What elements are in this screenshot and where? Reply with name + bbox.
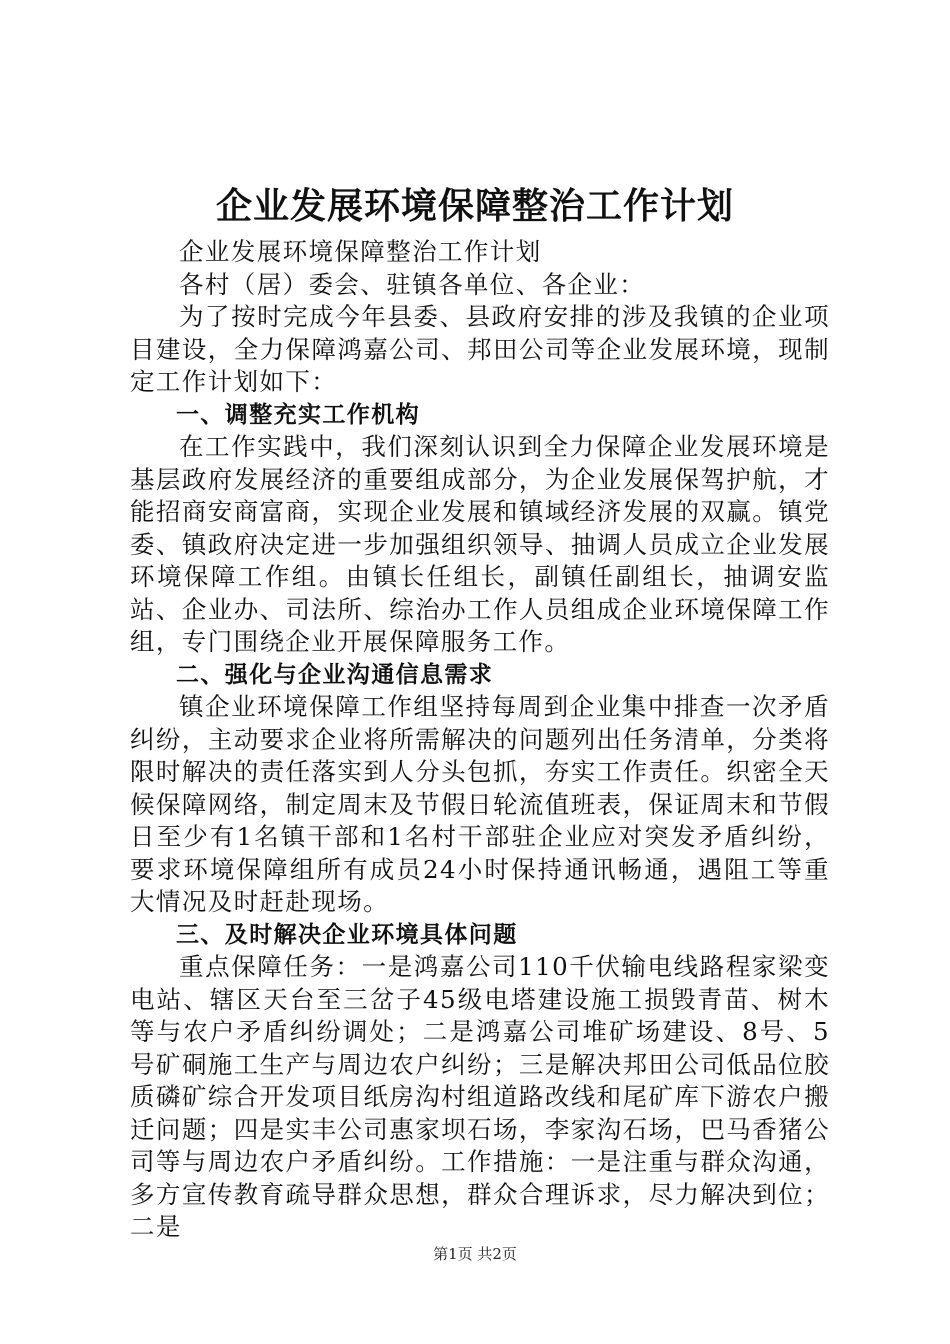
paragraph-salutation: 各村（居）委会、驻镇各单位、各企业： [179,269,646,299]
paragraph-section-2: 镇企业环境保障工作组坚持每周到企业集中排查一次矛盾纠纷，主动要求企业将所需解决的问题列出任务清单，分类将限时解决的责任落实到人分头包抓，夯实工作责任。织密全天候保障网络，制定周末及节假日轮流值班表，保证周末和节假日至少有1名镇干部和1名村干部驻企业应对突发矛盾纠纷，要求环境保障组所有成员24小时保持通讯畅通，遇阻工等重大情况及时赶赴现场。 [130,692,830,916]
section-heading-2: 二、强化与企业沟通信息需求 [176,661,494,688]
section-heading-3: 三、及时解决企业环境具体问题 [176,921,518,948]
paragraph-section-3: 重点保障任务：一是鸿嘉公司110千伏输电线路程家梁变电站、辖区天台至三岔子45级电塔建设施工损毁青苗、树木等与农户矛盾纠纷调处；二是鸿嘉公司堆矿场建设、8号、5号矿硐施工生产与周边农户纠纷；三是解决邦田公司低品位胶质磷矿综合开发项目纸房沟村组道路改线和尾矿库下游农户搬迁问题；四是实丰公司惠家坝石场，李家沟石场，巴马香猪公司等与周边农户矛盾纠纷。工作措施：一是注重与群众沟通，多方宣传教育疏导群众思想，群众合理诉求，尽力解决到位；二是 [130,952,830,1241]
paragraph-subtitle: 企业发展环境保障整治工作计划 [179,237,542,266]
paragraph-section-1: 在工作实践中，我们深刻认识到全力保障企业发展环境是基层政府发展经济的重要组成部分，为企业发展保驾护航，才能招商安商富商，实现企业发展和镇域经济发展的双赢。镇党委、镇政府决定进一步加强组织领导、抽调人员成立企业发展环境保障工作组。由镇长任组长，副镇任副组长，抽调安监站、企业办、司法所、综治办工作人员组成企业环境保障工作组，专门围绕企业开展保障服务工作。 [130,432,830,656]
document-title: 企业发展环境保障整治工作计划 [215,185,734,227]
paragraph-intro: 为了按时完成今年县委、县政府安排的涉及我镇的企业项目建设，全力保障鸿嘉公司、邦田公司等企业发展环境，现制定工作计划如下： [130,302,830,396]
section-heading-1: 一、调整充实工作机构 [176,401,420,428]
page-number-footer: 第1页 共2页 [433,1245,517,1263]
document-body [130,236,830,1244]
